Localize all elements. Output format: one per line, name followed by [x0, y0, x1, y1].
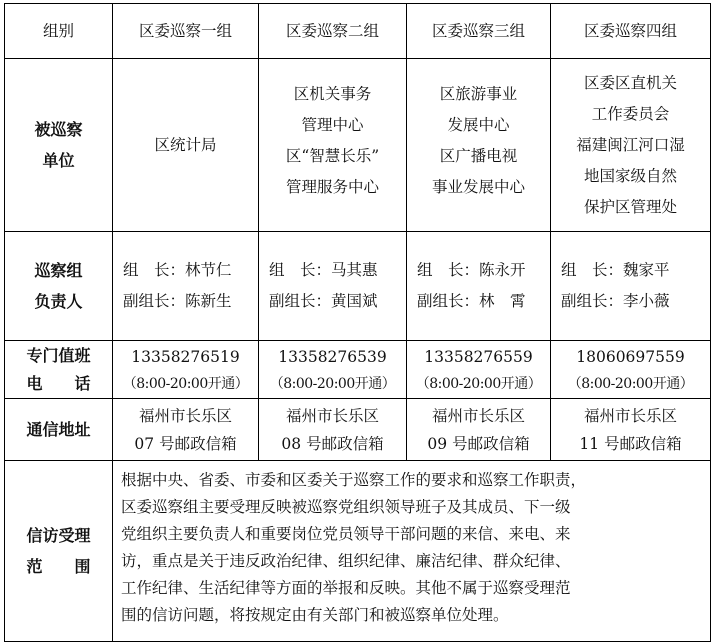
inspected-unit-group-1: 区统计局	[113, 59, 259, 232]
address-group-3: 福州市长乐区 09 号邮政信箱	[407, 399, 551, 461]
phone-hours: （8:00-20:00开通）	[122, 375, 249, 392]
header-group-2: 区委巡察二组	[259, 4, 407, 59]
phone-group-1	[113, 341, 259, 399]
leaders-label: 巡察组 负责人	[5, 232, 113, 341]
leaders-row	[5, 232, 711, 341]
phone-group-4	[551, 341, 711, 399]
phone-number: 13358276559	[424, 347, 533, 366]
address-group-4: 福州市长乐区 11 号邮政信箱	[551, 399, 711, 461]
addresses-label: 通信地址	[5, 399, 113, 461]
scope-label: 信访受理 范 围	[5, 461, 113, 642]
phones-label: 专门值班 电 话	[5, 341, 113, 399]
scope-line: 区委巡察组主要受理反映被巡察党组织领导班子及其成员、下一级	[121, 498, 571, 516]
inspected-unit-group-3: 区旅游事业 发展中心 区广播电视 事业发展中心	[407, 59, 551, 232]
inspected-unit-group-2: 区机关事务 管理中心 区“智慧长乐” 管理服务中心	[259, 59, 407, 232]
leaders-group-4: 组 长：魏家平 副组长：李小薇	[551, 232, 711, 341]
phone-hours: （8:00-20:00开通）	[415, 375, 542, 392]
scope-row	[5, 461, 711, 642]
address-group-1: 福州市长乐区 07 号邮政信箱	[113, 399, 259, 461]
header-group-4: 区委巡察四组	[551, 4, 711, 59]
inspection-groups-table	[4, 3, 711, 642]
phone-number: 13358276519	[131, 347, 240, 366]
scope-line: 工作纪律、生活纪律等方面的举报和反映。其他不属于巡察受理范	[121, 579, 571, 597]
scope-line: 根据中央、省委、市委和区委关于巡察工作的要求和巡察工作职责，	[121, 471, 587, 489]
phone-group-3	[407, 341, 551, 399]
scope-line: 访，重点是关于违反政治纪律、组织纪律、廉洁纪律、群众纪律、	[121, 552, 571, 570]
header-row	[5, 4, 711, 59]
address-group-2: 福州市长乐区 08 号邮政信箱	[259, 399, 407, 461]
scope-line: 围的信访问题，将按规定由有关部门和被巡察单位处理。	[121, 606, 509, 624]
phones-row	[5, 341, 711, 399]
header-group-1: 区委巡察一组	[113, 4, 259, 59]
phone-group-2	[259, 341, 407, 399]
phone-hours: （8:00-20:00开通）	[567, 375, 694, 392]
scope-description	[113, 461, 711, 642]
phone-number: 18060697559	[576, 347, 685, 366]
addresses-row	[5, 399, 711, 461]
inspected-units-label: 被巡察 单位	[5, 59, 113, 232]
header-group-3: 区委巡察三组	[407, 4, 551, 59]
inspected-units-row	[5, 59, 711, 232]
scope-line: 党组织主要负责人和重要岗位党员领导干部问题的来信、来电、来	[121, 525, 571, 543]
inspected-unit-group-4: 区委区直机关 工作委员会 福建闽江河口湿 地国家级自然 保护区管理处	[551, 59, 711, 232]
leaders-group-1: 组 长：林节仁 副组长：陈新生	[113, 232, 259, 341]
leaders-group-2: 组 长：马其惠 副组长：黄国斌	[259, 232, 407, 341]
leaders-group-3: 组 长：陈永开 副组长：林 霄	[407, 232, 551, 341]
phone-hours: （8:00-20:00开通）	[269, 375, 396, 392]
header-group-label: 组别	[5, 4, 113, 59]
phone-number: 13358276539	[278, 347, 387, 366]
